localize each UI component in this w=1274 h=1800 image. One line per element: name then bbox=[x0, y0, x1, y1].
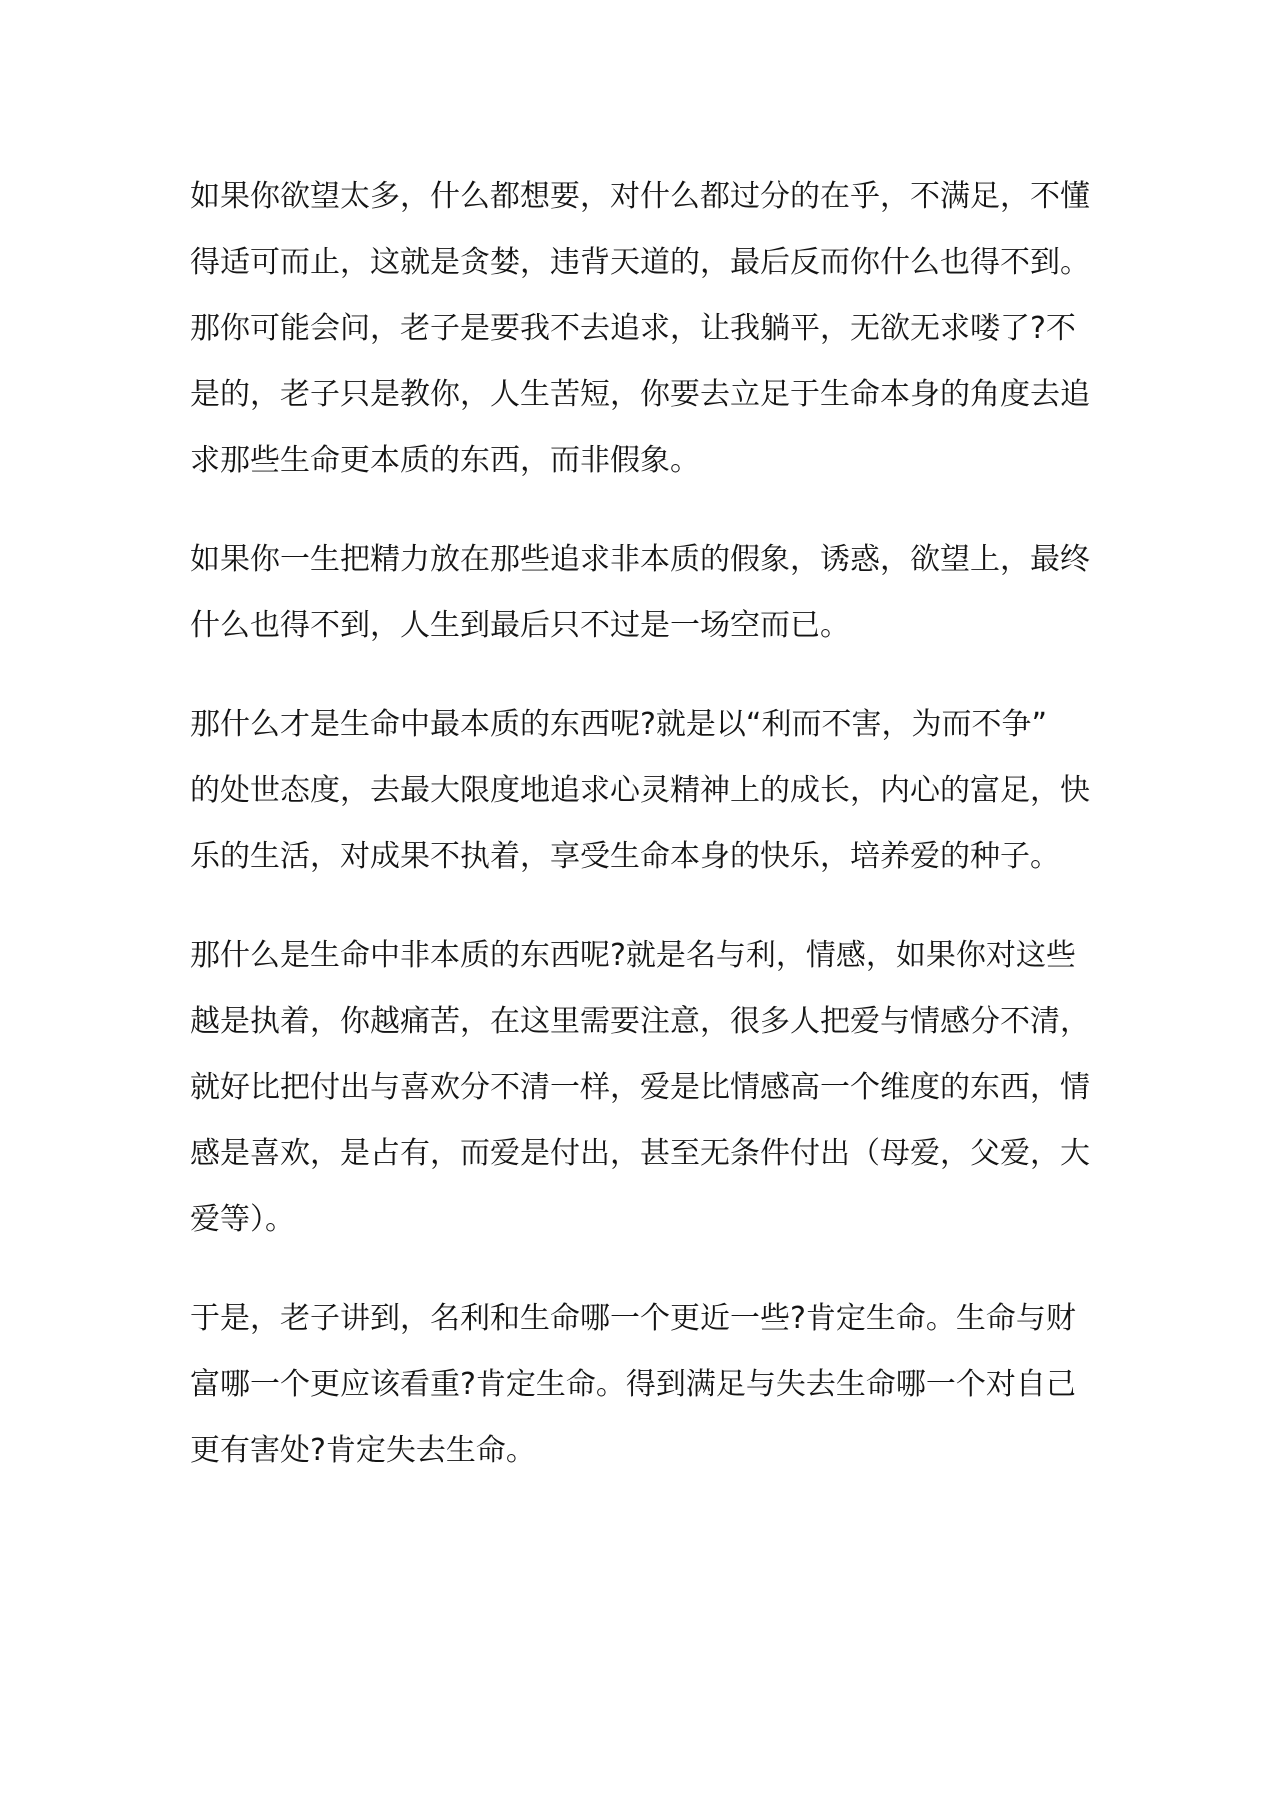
text-line: 富哪一个更应该看重?肯定生命。得到满足与失去生命哪一个对自己 bbox=[190, 1367, 1076, 1402]
paragraph-spacer bbox=[190, 494, 1110, 527]
text-line: 那什么才是生命中最本质的东西呢?就是以“利而不害，为而不争” bbox=[190, 707, 1048, 742]
paragraph-spacer bbox=[190, 1253, 1110, 1286]
text-line: 那什么是生命中非本质的东西呢?就是名与利，情感，如果你对这些 bbox=[190, 938, 1076, 973]
paragraph-3 bbox=[190, 692, 1110, 890]
text-line: 得适可而止，这就是贪婪，违背天道的，最后反而你什么也得不到。 bbox=[190, 245, 1090, 280]
text-line: 的处世态度，去最大限度地追求心灵精神上的成长，内心的富足，快 bbox=[190, 773, 1090, 808]
text-line: 爱等）。 bbox=[190, 1202, 295, 1237]
text-line: 如果你一生把精力放在那些追求非本质的假象，诱惑，欲望上，最终 bbox=[190, 542, 1090, 577]
text-line: 那你可能会问，老子是要我不去追求，让我躺平，无欲无求喽了?不 bbox=[190, 311, 1076, 346]
text-line: 什么也得不到，人生到最后只不过是一场空而已。 bbox=[190, 608, 850, 643]
text-line: 乐的生活，对成果不执着，享受生命本身的快乐，培养爱的种子。 bbox=[190, 839, 1060, 874]
article-body bbox=[190, 164, 1110, 1484]
paragraph-spacer bbox=[190, 890, 1110, 923]
text-line: 于是，老子讲到，名利和生命哪一个更近一些?肯定生命。生命与财 bbox=[190, 1301, 1076, 1336]
paragraph-1 bbox=[190, 164, 1110, 494]
text-line: 是的，老子只是教你，人生苦短，你要去立足于生命本身的角度去追 bbox=[190, 377, 1090, 412]
paragraph-spacer bbox=[190, 659, 1110, 692]
text-line: 越是执着，你越痛苦，在这里需要注意，很多人把爱与情感分不清， bbox=[190, 1004, 1090, 1039]
text-line: 就好比把付出与喜欢分不清一样，爱是比情感高一个维度的东西，情 bbox=[190, 1070, 1090, 1105]
text-line: 如果你欲望太多，什么都想要，对什么都过分的在乎，不满足，不懂 bbox=[190, 179, 1090, 214]
text-line: 求那些生命更本质的东西，而非假象。 bbox=[190, 443, 700, 478]
paragraph-2 bbox=[190, 527, 1110, 659]
text-line: 更有害处?肯定失去生命。 bbox=[190, 1433, 536, 1468]
text-line: 感是喜欢，是占有，而爱是付出，甚至无条件付出（母爱，父爱，大 bbox=[190, 1136, 1090, 1171]
paragraph-4 bbox=[190, 923, 1110, 1253]
paragraph-5 bbox=[190, 1286, 1110, 1484]
